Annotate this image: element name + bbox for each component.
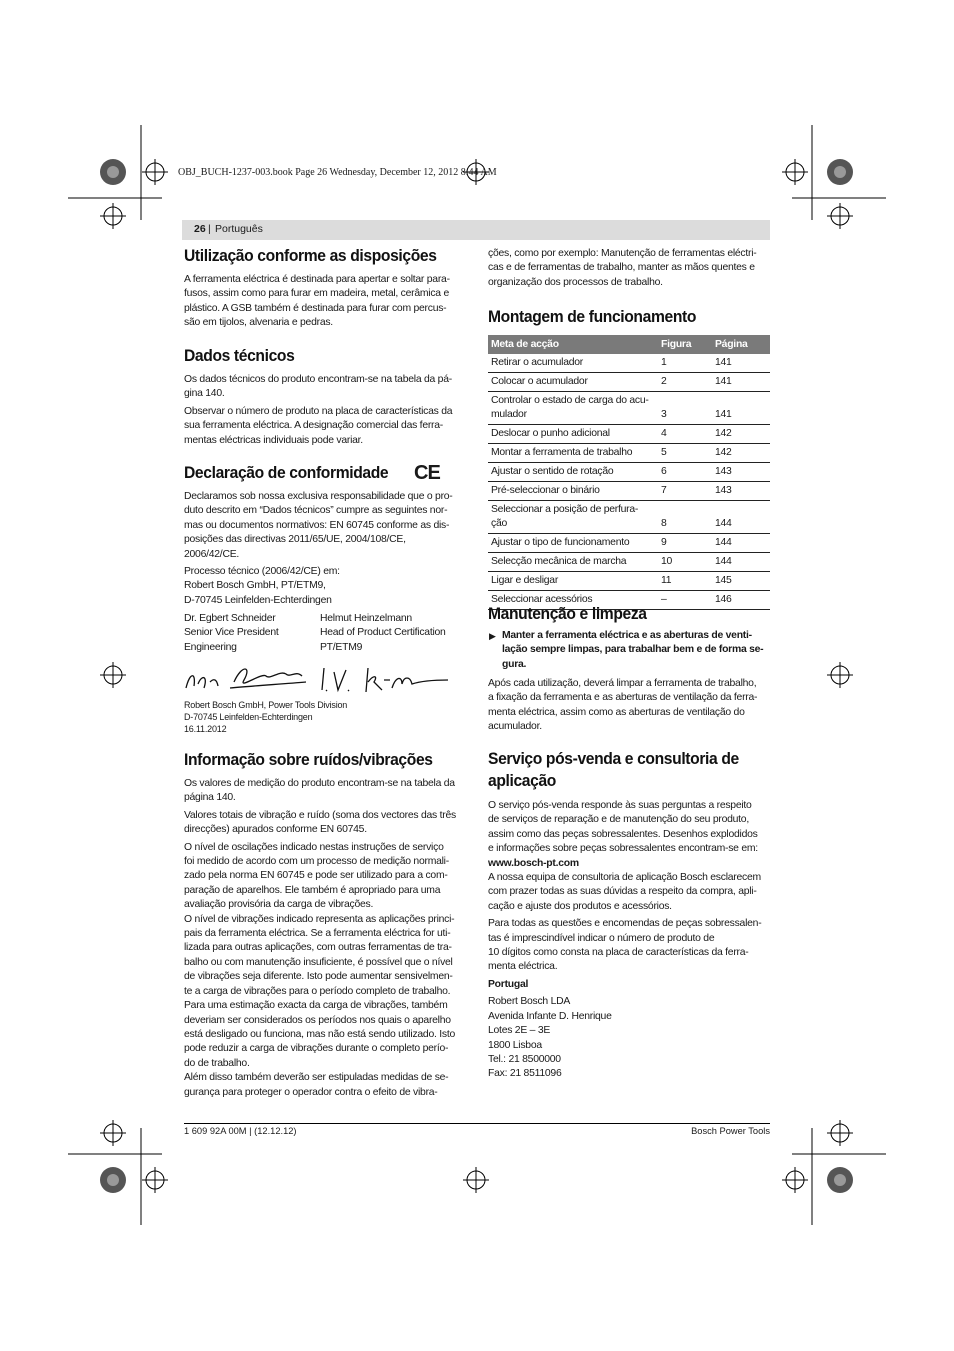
row-page: 146	[712, 591, 770, 610]
header-section: Português	[215, 223, 263, 235]
row-page: 144	[712, 534, 770, 553]
column-header: Página	[712, 335, 770, 354]
row-action: Deslocar o punho adicional	[488, 425, 658, 444]
after-sales-text: O serviço pós-venda responde às suas perguntas a respeito de serviços de reparação e de manutenção do seu produto, assim como das peças sobressalentes. Desenhos explodidos e informações sobre peças sobressalentes encontram-se em: www.bosch-pt.com A nossa equipa de consultoria de aplicação Bosch esclarecem com prazer todas as suas dúvidas a respeito da compra, apli- cação e ajuste dos produtos e acessórios. Para todas as questões e encomendas de peças sobressalen- tas é imprescindível indicar o número de produto de 10 dígitos como consta na placa de características da ferra- menta eléctrica. Portugal Robert Bosch LDA Avenida Infante D. Henrique Lotes 2E – 3E 1800 Lisboa Tel.: 21 8500000 Fax: 21 8511096	[488, 800, 762, 1080]
row-action: Selecção mecânica de marcha	[488, 553, 658, 572]
table-row	[488, 444, 770, 463]
row-figure: 4	[658, 425, 712, 444]
row-figure: –	[658, 591, 712, 610]
table-row	[488, 373, 770, 392]
row-page: 143	[712, 482, 770, 501]
footer-doc-number: 1 609 92A 00M | (12.12.12)	[184, 1126, 297, 1136]
row-action: Seleccionar a posição de perfura- ção	[488, 501, 658, 534]
heading-maintenance: Manutenção e limpeza	[488, 604, 647, 623]
row-page: 145	[712, 572, 770, 591]
header-separator: |	[208, 223, 211, 235]
ce-mark-icon: CE	[414, 462, 440, 484]
row-page: 142	[712, 425, 770, 444]
heading-noise-vibration: Informação sobre ruídos/vibrações	[184, 750, 433, 769]
row-action: Colocar o acumulador	[488, 373, 658, 392]
website-link[interactable]: www.bosch-pt.com	[488, 857, 579, 869]
bullet-arrow-icon: ▶	[489, 631, 496, 641]
row-figure: 9	[658, 534, 712, 553]
row-page: 141	[712, 354, 770, 373]
signatory-1: Dr. Egbert Schneider Senior Vice President Engineering	[184, 613, 279, 653]
heading-after-sales: Serviço pós-venda e consultoria de aplicação	[488, 749, 739, 790]
row-action: Ajustar o tipo de funcionamento	[488, 534, 658, 553]
company-info: Robert Bosch GmbH, Power Tools Division D-70745 Leinfelden-Echterdingen 16.11.2012	[184, 700, 348, 734]
table-row	[488, 482, 770, 501]
row-figure: 2	[658, 373, 712, 392]
table-header-row	[488, 335, 770, 354]
row-page: 144	[712, 501, 770, 534]
conformity-text: Declaramos sob nossa exclusiva responsabilidade que o pro- duto descrito em “Dados técnicos” cumpre as seguintes nor- mas ou documentos normativos: EN 60745 conforme as dis- posições das directivas 2011/65/UE, 2004/108/CE, 2006/42/CE. Processo técnico (2006/42/CE) em: Robert Bosch GmbH, PT/ETM9, D-70745 Leinfelden-Echterdingen	[184, 491, 453, 606]
row-action: Ligar e desligar	[488, 572, 658, 591]
row-page: 143	[712, 463, 770, 482]
column-header: Meta de acção	[488, 335, 658, 354]
operation-table	[488, 335, 770, 610]
maintenance-text: Após cada utilização, deverá limpar a ferramenta de trabalho, a fixação da ferramenta e as aberturas de ventilação da ferra- menta eléctrica, assim como as aberturas de ventilação do acumulador.	[488, 678, 758, 733]
footer-brand: Bosch Power Tools	[691, 1126, 770, 1136]
page-header-bar	[182, 220, 770, 240]
heading-technical-data: Dados técnicos	[184, 346, 295, 365]
row-figure: 8	[658, 501, 712, 534]
table-row	[488, 463, 770, 482]
row-figure: 10	[658, 553, 712, 572]
heading-operation-assembly: Montagem de funcionamento	[488, 307, 697, 326]
row-page: 141	[712, 392, 770, 425]
table-row	[488, 501, 770, 534]
signatory-2: Helmut Heinzelmann Head of Product Certification PT/ETM9	[320, 613, 446, 653]
heading-conformity: Declaração de conformidade	[184, 463, 389, 482]
row-figure: 5	[658, 444, 712, 463]
row-action: Retirar o acumulador	[488, 354, 658, 373]
row-action: Seleccionar acessórios	[488, 591, 658, 610]
country-label: Portugal	[488, 978, 529, 990]
page-number: 26	[194, 223, 206, 235]
row-figure: 11	[658, 572, 712, 591]
signatures-graphic	[182, 662, 452, 698]
row-action: Controlar o estado de carga do acu- mulador	[488, 392, 658, 425]
row-action: Montar a ferramenta de trabalho	[488, 444, 658, 463]
row-page: 144	[712, 553, 770, 572]
intended-use-text: A ferramenta eléctrica é destinada para apertar e soltar para- fusos, assim como para furar em madeira, metal, cerâmica e plástico. A GSB também é destinada para furar com percus- são em tijolos, alvenaria e pedras.	[184, 274, 450, 329]
row-action: Ajustar o sentido de rotação	[488, 463, 658, 482]
table-row	[488, 392, 770, 425]
row-page: 142	[712, 444, 770, 463]
row-figure: 6	[658, 463, 712, 482]
heading-intended-use: Utilização conforme as disposições	[184, 246, 437, 265]
table-row	[488, 572, 770, 591]
row-figure: 7	[658, 482, 712, 501]
table-row	[488, 354, 770, 373]
print-file-header: OBJ_BUCH-1237-003.book Page 26 Wednesday, December 12, 2012 8:44 AM	[178, 167, 497, 178]
noise-vibration-text: Os valores de medição do produto encontram-se na tabela da página 140. Valores totais de vibração e ruído (soma dos vectores das três direcções) apurados conforme EN 60745. O nível de oscilações indicado nestas instruções de serviço foi medido de acordo com um processo de medição normali- zado pela norma EN 60745 e pode ser utilizado para a com- paração de aparelhos. Ele também é apropriado para uma avaliação provisória da carga de vibrações. O nível de vibrações indicado representa as aplicações princi- pais da ferramenta eléctrica. Se a ferramenta eléctrica for uti- lizada para outras aplicações, com outras ferramentas de tra- balho ou com manutenção insuficiente, é possível que o nível de vibrações seja diferente. Isto pode aumentar sensivelmen- te a carga de vibrações para o período completo de trabalho. Para uma estimação exacta da carga de vibrações, também deveriam ser considerados os períodos nos quais o aparelho está desligado ou funciona, mas não está sendo utilizado. Isto pode reduzir a carga de vibrações durante o completo perío- do de trabalho. Além disso também deverão ser estipuladas medidas de se- gurança para proteger o operador contra o efeito de vibra-	[184, 778, 456, 1098]
row-action: Pré-seleccionar o binário	[488, 482, 658, 501]
table-row	[488, 553, 770, 572]
row-figure: 3	[658, 392, 712, 425]
vibration-continuation-text: ções, como por exemplo: Manutenção de ferramentas eléctri- cas e de ferramentas de trabalho, manter as mãos quentes e organização dos processos de trabalho.	[488, 248, 757, 288]
row-page: 141	[712, 373, 770, 392]
technical-data-text: Os dados técnicos do produto encontram-se na tabela da pá- gina 140. Observar o número de produto na placa de características da sua ferramenta eléctrica. A designação comercial das ferra- mentas eléctricas individuais pode variar.	[184, 374, 453, 446]
column-header: Figura	[658, 335, 712, 354]
maintenance-warning: Manter a ferramenta eléctrica e as aberturas de venti- lação sempre limpas, para trabalhar bem e de forma se- gura.	[502, 630, 764, 670]
table-row	[488, 425, 770, 444]
table-row	[488, 534, 770, 553]
row-figure: 1	[658, 354, 712, 373]
footer-divider	[184, 1123, 770, 1124]
